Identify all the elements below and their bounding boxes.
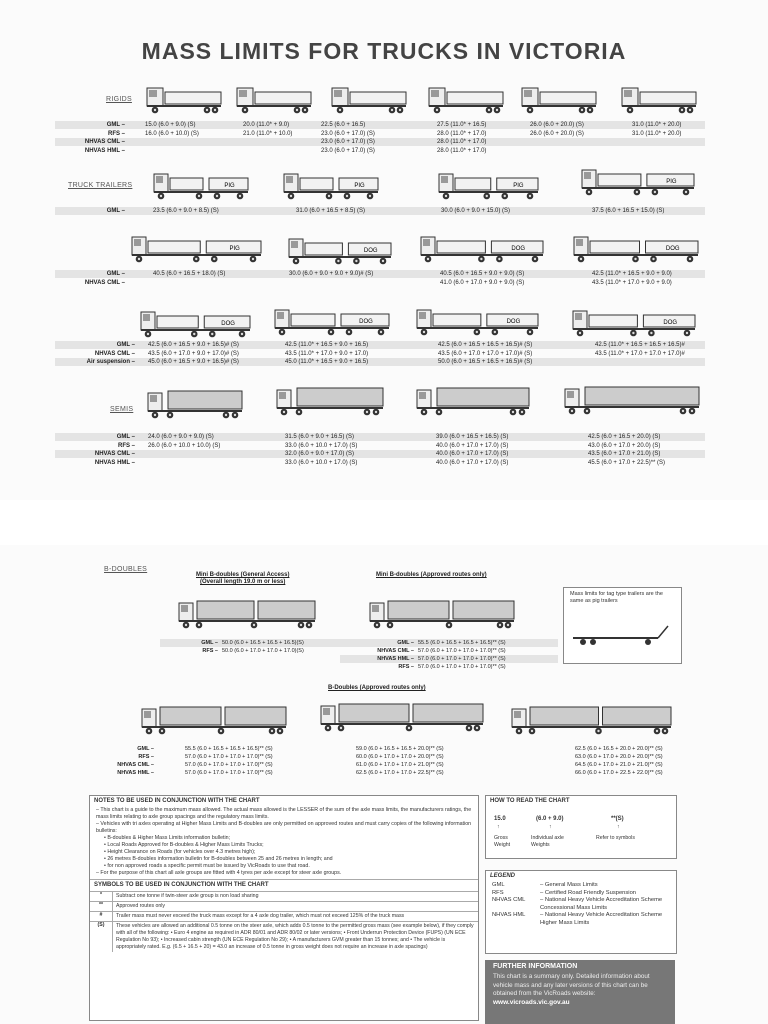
- row-value: 40.5 (6.0 + 16.5 + 9.0 + 9.0) (S): [440, 271, 525, 277]
- truck-pig-image: [437, 168, 542, 207]
- tag-trailer-note: [563, 587, 682, 664]
- table-row: [160, 647, 362, 655]
- row-value: 50.0 (6.0 + 17.0 + 17.0 + 17.0)(S): [222, 648, 304, 654]
- row-label: GML –: [137, 746, 154, 752]
- tag-trailer-drawing: [568, 618, 678, 658]
- truck-pig-image: [130, 231, 265, 270]
- table-row: [55, 147, 705, 155]
- row-value: 45.0 (6.0 + 16.5 + 9.0 + 16.5)# (S): [148, 359, 239, 365]
- symbol-description: Approved routes only: [116, 903, 166, 909]
- truck-dog-image: [571, 305, 699, 344]
- legend-heading: LEGEND: [490, 873, 516, 879]
- legend-abbr: RFS: [492, 889, 504, 896]
- symbol-row: [90, 901, 478, 911]
- rigid-truck-image: [145, 82, 225, 121]
- svg-text:DOG: DOG: [506, 319, 521, 325]
- notes-list: [90, 807, 478, 877]
- row-value: 57.0 (6.0 + 17.0 + 17.0 + 17.0)** (S): [185, 762, 273, 768]
- rigid-truck-image: [330, 82, 410, 121]
- row-value: 57.0 (6.0 + 17.0 + 17.0 + 17.0)** (S): [418, 664, 506, 670]
- rigid-truck-image: [520, 82, 600, 121]
- truck-dog-image: [419, 231, 547, 270]
- row-label: RFS –: [138, 754, 154, 760]
- svg-text:DOG: DOG: [363, 248, 378, 254]
- note-item: – For the purpose of this chart all axle groups are fitted with 4 tyres per axle except for steer axle groups.: [96, 870, 342, 876]
- further-info-box: [485, 960, 675, 1024]
- how-to-caption-symbols: Refer to symbols: [596, 835, 635, 841]
- further-info-url[interactable]: www.vicroads.vic.gov.au: [493, 998, 570, 1006]
- row-label: NHVAS CML –: [377, 648, 414, 654]
- row-value: 61.0 (6.0 + 17.0 + 17.0 + 21.0)** (S): [356, 762, 444, 768]
- symbol-row: [90, 911, 478, 921]
- legend-item: [492, 897, 670, 912]
- row-value: 15.0 (6.0 + 9.0) (S): [145, 122, 196, 128]
- legend-item: [492, 912, 670, 927]
- row-value: 45.5 (6.0 + 17.0 + 22.5)** (S): [588, 459, 666, 466]
- row-value: 64.5 (6.0 + 17.0 + 21.0 + 21.0)** (S): [575, 762, 663, 768]
- further-info-heading: FURTHER INFORMATION: [493, 963, 578, 970]
- row-value: 40.5 (6.0 + 16.5 + 18.0) (S): [153, 271, 226, 277]
- table-row: [55, 350, 705, 358]
- legend-abbr: NHVAS CML: [492, 897, 526, 903]
- row-label: NHVAS CML –: [94, 350, 135, 357]
- row-label: Air suspension –: [86, 359, 135, 365]
- row-value: 55.5 (6.0 + 16.5 + 16.5 + 16.5)** (S): [418, 640, 506, 646]
- row-label: RFS –: [117, 442, 135, 449]
- legend-list: [486, 882, 676, 927]
- mini-approved-title: Mini B-doubles (Approved routes only): [376, 572, 487, 578]
- row-value: 30.0 (6.0 + 9.0 + 15.0) (S): [441, 208, 511, 214]
- row-value: 43.5 (6.0 + 17.0 + 21.0) (S): [588, 451, 661, 457]
- table-row: [55, 270, 705, 278]
- row-value: 26.0 (6.0 + 20.0) (S): [530, 130, 584, 137]
- semi-image: [146, 387, 246, 426]
- legend-text: – National Heavy Vehicle Accreditation Scheme Higher Mass Limits: [540, 912, 663, 926]
- table-row: [340, 655, 558, 663]
- bdouble-image: [140, 703, 290, 742]
- svg-text:PIG: PIG: [229, 246, 240, 252]
- row-value: 21.0 (11.0* + 10.0): [243, 130, 293, 137]
- table-row: [55, 121, 705, 129]
- row-value: 57.0 (6.0 + 17.0 + 17.0 + 17.0)** (S): [185, 770, 273, 776]
- truck-pig-image: [580, 164, 698, 203]
- svg-text:PIG: PIG: [513, 183, 524, 189]
- note-item: • for non approved roads a specific permit must be issued by VicRoads to use that road.: [104, 863, 310, 869]
- note-item: – Vehicles with tri axles operating at Higher Mass Limits and B-doubles are only permitted on approved routes and must carry copies of the following information bulletins:: [96, 821, 472, 834]
- svg-text:DOG: DOG: [665, 246, 680, 252]
- row-value: 16.0 (6.0 + 10.0) (S): [145, 130, 199, 137]
- truck-dog-image: [287, 233, 395, 272]
- truck-dog-image: [572, 231, 702, 270]
- row-value: 23.0 (6.0 + 17.0) (S): [321, 147, 375, 154]
- mini-bdouble-image: [177, 597, 319, 636]
- note-item: • Height Clearance on Roads (for vehicles over 4.3 metres high);: [104, 849, 256, 855]
- row-value: 62.5 (6.0 + 17.0 + 17.0 + 22.5)** (S): [356, 770, 444, 776]
- row-label: RFS –: [107, 130, 125, 137]
- symbol-mark: #: [90, 912, 113, 921]
- mini-general-subtitle: (Overall length 19.0 m or less): [200, 579, 286, 585]
- arrow-icon: ↑: [497, 824, 500, 830]
- row-value: 23.0 (6.0 + 17.0) (S): [321, 130, 375, 137]
- table-row: [55, 358, 705, 366]
- row-value: 43.5 (11.0* + 17.0 + 9.0 + 9.0): [592, 279, 672, 286]
- row-value: 23.5 (6.0 + 9.0 + 8.5) (S): [153, 208, 219, 214]
- row-value: 28.0 (11.0* + 17.0): [437, 130, 487, 137]
- row-value: 40.0 (6.0 + 17.0 + 17.0) (S): [436, 442, 509, 449]
- row-value: 57.0 (6.0 + 17.0 + 17.0 + 17.0)** (S): [418, 648, 506, 654]
- section-label-rigids: RIGIDS: [106, 96, 132, 103]
- row-value: 50.0 (6.0 + 16.5 + 16.5 + 16.5)(S): [222, 640, 304, 646]
- row-label: NHVAS CML –: [84, 279, 125, 286]
- table-row: [55, 450, 705, 458]
- row-value: 55.5 (6.0 + 16.5 + 16.5 + 16.5)** (S): [185, 746, 273, 752]
- row-label: NHVAS CML –: [117, 762, 154, 768]
- svg-text:DOG: DOG: [511, 246, 526, 252]
- truck-pig-image: [152, 168, 252, 207]
- row-value: 63.0 (6.0 + 17.0 + 20.0 + 20.0)** (S): [575, 754, 663, 760]
- how-to-caption-gross: Gross Weight: [494, 835, 511, 848]
- semi-image: [563, 383, 703, 422]
- bdouble-image: [319, 700, 487, 739]
- rigid-truck-image: [235, 82, 315, 121]
- semi-image: [275, 384, 387, 423]
- row-label: GML –: [106, 208, 125, 214]
- row-value: 31.5 (6.0 + 9.0 + 16.5) (S): [285, 434, 355, 440]
- table-row: [55, 207, 705, 215]
- row-value: 37.5 (6.0 + 16.5 + 15.0) (S): [592, 208, 665, 214]
- row-label: GML –: [397, 640, 414, 646]
- row-value: 33.0 (6.0 + 10.0 + 17.0) (S): [285, 459, 358, 466]
- note-item: • 26 metres B-doubles information bulletin for B-doubles between 25 and 26 metres in length; and: [104, 856, 333, 862]
- row-value: 32.0 (6.0 + 9.0 + 17.0) (S): [285, 451, 355, 457]
- symbol-mark: (S): [90, 922, 113, 952]
- table-row: [55, 341, 705, 349]
- row-value: 40.0 (6.0 + 17.0 + 17.0) (S): [436, 459, 509, 466]
- row-label: GML –: [116, 434, 135, 440]
- how-to-example-gross: 15.0: [494, 816, 506, 822]
- svg-text:DOG: DOG: [359, 319, 373, 325]
- row-value: 20.0 (11.0* + 9.0): [243, 122, 290, 128]
- row-value: 41.0 (6.0 + 17.0 + 9.0 + 9.0) (S): [440, 279, 525, 286]
- symbol-mark: **: [90, 902, 113, 911]
- note-item: • B-doubles & Higher Mass Limits information bulletin;: [104, 835, 231, 841]
- mini-general-title: Mini B-doubles (General Access): [196, 572, 290, 578]
- row-value: 23.0 (6.0 + 17.0) (S): [321, 139, 375, 145]
- row-label: GML –: [201, 640, 218, 646]
- row-value: 66.0 (6.0 + 17.0 + 22.5 + 22.0)** (S): [575, 770, 663, 776]
- truck-dog-image: [139, 306, 254, 345]
- notes-box: [89, 795, 479, 1021]
- symbol-description: These vehicles are allowed an additional 0.5 tonne on the steer axle, which adds 0.5 tonne to the permitted gross mass (see example below), if they comply with all of the following: • Euro 4 engine as required in ADR 80/01 and ADR 80/02 or later versions; • Front Underrun Protection Device (FUPS) (UN ECE Regulation No 93); • Increased cabin strength (UN ECE Regulation No 29); • A manufacturers GVM greater than 15 tonnes; and • The vehicle is appropriately rated. E.g. (6.5 + 16.5 + 20) = 43.0 an increase of 0.5 tonne in gross weight does not require an increase in axle spacings): [116, 923, 474, 950]
- svg-text:DOG: DOG: [221, 321, 235, 327]
- symbol-description: Subtract one tonne if twin-steer axle group is non load sharing: [116, 893, 259, 899]
- row-value: 43.5 (6.0 + 17.0 + 17.0 + 17.0)# (S): [438, 350, 533, 357]
- legend-abbr: GML: [492, 882, 505, 888]
- row-value: 42.5 (11.0* + 16.5 + 9.0 + 16.5): [285, 342, 369, 348]
- row-value: 27.5 (11.0* + 16.5): [437, 122, 487, 128]
- row-value: 43.5 (6.0 + 17.0 + 9.0 + 17.0)# (S): [148, 350, 239, 357]
- row-value: 59.0 (6.0 + 16.5 + 16.5 + 20.0)** (S): [356, 746, 444, 752]
- truck-dog-image: [273, 304, 393, 343]
- row-value: 45.0 (11.0* + 16.5 + 9.0 + 16.5): [285, 359, 369, 365]
- truck-pig-image: [282, 168, 382, 207]
- row-label: NHVAS HML –: [377, 656, 414, 662]
- note-item: • Local Roads Approved for B-doubles & Higher Mass Limits Trucks;: [104, 842, 264, 848]
- svg-text:DOG: DOG: [663, 320, 678, 326]
- rigid-truck-image: [427, 82, 507, 121]
- row-value: 39.0 (6.0 + 16.5 + 16.5) (S): [436, 434, 509, 440]
- semi-image: [415, 384, 533, 423]
- symbol-mark: *: [90, 892, 113, 901]
- bdouble-approved-title: B-Doubles (Approved routes only): [328, 685, 426, 691]
- row-label: NHVAS HML –: [94, 459, 135, 466]
- row-label: GML –: [106, 122, 125, 128]
- row-label: RFS –: [202, 648, 218, 654]
- row-value: 30.0 (6.0 + 9.0 + 9.0 + 9.0)# (S): [289, 271, 374, 277]
- legend-text: – General Mass Limits: [540, 882, 598, 888]
- svg-text:PIG: PIG: [666, 179, 677, 185]
- table-row: [55, 459, 705, 467]
- row-value: 43.0 (6.0 + 17.0 + 20.0) (S): [588, 442, 661, 449]
- section-label-bdoubles: B-DOUBLES: [104, 566, 148, 573]
- symbol-row: [90, 921, 478, 952]
- row-value: 40.0 (6.0 + 17.0 + 17.0) (S): [436, 451, 509, 457]
- row-value: 22.5 (6.0 + 16.5): [321, 122, 366, 128]
- table-row: [340, 647, 558, 655]
- note-item: – This chart is a guide to the maximum mass allowed. The actual mass allowed is the LESSER of the sum of the axle mass limits, the manufacturers ratings, the mass limits relating to axle group spacings and the regulatory mass limits.: [96, 807, 472, 820]
- how-to-read-box: [485, 795, 677, 859]
- row-value: 62.5 (6.0 + 16.5 + 20.0 + 20.0)** (S): [575, 746, 663, 752]
- symbol-description: Trailer mass must never exceed the truck mass except for a 4 axle dog trailer, which must not exceed 125% of the truck mass: [116, 913, 405, 919]
- svg-text:PIG: PIG: [354, 183, 365, 189]
- further-info-text: This chart is a summary only. Detailed information about vehicle mass and any later versions of this chart can be obtained from the VicRoads website:: [493, 973, 650, 997]
- how-to-example-axles: (6.0 + 9.0): [536, 816, 564, 822]
- table-row: [55, 138, 705, 146]
- how-to-caption-axles: Individual axle Weights: [531, 835, 564, 848]
- row-value: 31.0 (11.0* + 20.0): [632, 122, 682, 128]
- row-value: 26.0 (6.0 + 10.0 + 10.0) (S): [148, 442, 221, 449]
- row-value: 43.5 (11.0* + 17.0 + 17.0 + 17.0)#: [595, 350, 685, 357]
- mini-bdouble-image: [368, 597, 518, 636]
- table-row: [55, 130, 705, 138]
- arrow-icon: ↑: [549, 824, 552, 830]
- table-row: [55, 442, 705, 450]
- row-value: 42.5 (6.0 + 16.5 + 20.0) (S): [588, 434, 661, 440]
- row-value: 43.5 (11.0* + 17.0 + 9.0 + 17.0): [285, 350, 369, 357]
- rigid-truck-image: [620, 82, 700, 121]
- row-value: 42.5 (11.0* + 16.5 + 9.0 + 9.0): [592, 271, 672, 277]
- row-value: 57.0 (6.0 + 17.0 + 17.0 + 17.0)** (S): [185, 754, 273, 760]
- legend-abbr: NHVAS HML: [492, 912, 526, 918]
- row-value: 31.0 (11.0* + 20.0): [632, 130, 682, 137]
- row-label: NHVAS HML –: [84, 147, 125, 154]
- legend-item: [492, 882, 670, 890]
- row-label: NHVAS CML –: [84, 139, 125, 145]
- table-row: [55, 433, 705, 441]
- table-row: [55, 279, 705, 287]
- section-label-semis: SEMIS: [110, 406, 134, 413]
- table-row: [340, 639, 558, 647]
- row-label: GML –: [106, 271, 125, 277]
- svg-text:PIG: PIG: [224, 183, 235, 189]
- symbols-heading: SYMBOLS TO BE USED IN CONJUNCTION WITH THE CHART: [90, 879, 478, 891]
- chart-sheet-top: [0, 0, 768, 500]
- how-to-heading: HOW TO READ THE CHART: [490, 798, 570, 804]
- truck-dog-image: [415, 304, 542, 343]
- symbol-row: [90, 891, 478, 901]
- arrow-icon: ↑: [617, 824, 620, 830]
- row-label: RFS –: [398, 664, 414, 670]
- row-label: GML –: [116, 342, 135, 348]
- legend-text: – National Heavy Vehicle Accreditation Scheme Concessional Mass Limits: [540, 897, 663, 911]
- table-row: [340, 663, 558, 671]
- tag-trailer-note-text: Mass limits for tag type trailers are the same as pig trailers: [570, 591, 663, 604]
- section-label-truck-trailers: TRUCK TRAILERS: [68, 182, 133, 189]
- table-row: [160, 639, 362, 647]
- row-value: 31.0 (6.0 + 16.5 + 8.5) (S): [296, 208, 366, 214]
- row-value: 50.0 (6.0 + 16.5 + 16.5 + 16.5)# (S): [438, 359, 533, 365]
- row-value: 28.0 (11.0* + 17.0): [437, 139, 487, 145]
- legend-text: – Certified Road Friendly Suspension: [540, 889, 637, 896]
- bdouble-image: [510, 703, 675, 742]
- symbols-table: [90, 891, 478, 952]
- row-value: 57.0 (6.0 + 17.0 + 17.0 + 17.0)** (S): [418, 656, 506, 662]
- row-value: 42.5 (6.0 + 16.5 + 16.5 + 16.5)# (S): [438, 342, 533, 348]
- legend-item: [492, 890, 670, 898]
- row-value: 26.0 (6.0 + 20.0) (S): [530, 122, 584, 128]
- legend-box: [485, 870, 677, 954]
- row-value: 28.0 (11.0* + 17.0): [437, 147, 487, 154]
- notes-heading: NOTES TO BE USED IN CONJUNCTION WITH THE CHART: [94, 798, 260, 804]
- row-label: NHVAS HML –: [117, 770, 154, 776]
- row-value: 42.5 (6.0 + 16.5 + 9.0 + 16.5)# (S): [148, 342, 239, 348]
- row-label: NHVAS CML –: [94, 451, 135, 457]
- row-value: 24.0 (6.0 + 9.0 + 9.0) (S): [148, 434, 214, 440]
- page-title: MASS LIMITS FOR TRUCKS IN VICTORIA: [141, 38, 627, 64]
- row-value: 33.0 (6.0 + 10.0 + 17.0) (S): [285, 442, 358, 449]
- row-value: 42.5 (11.0* + 16.5 + 16.5 + 16.5)#: [595, 342, 685, 348]
- how-to-example-symbols: **(S): [611, 816, 624, 822]
- row-value: 60.0 (6.0 + 17.0 + 17.0 + 20.0)** (S): [356, 754, 444, 760]
